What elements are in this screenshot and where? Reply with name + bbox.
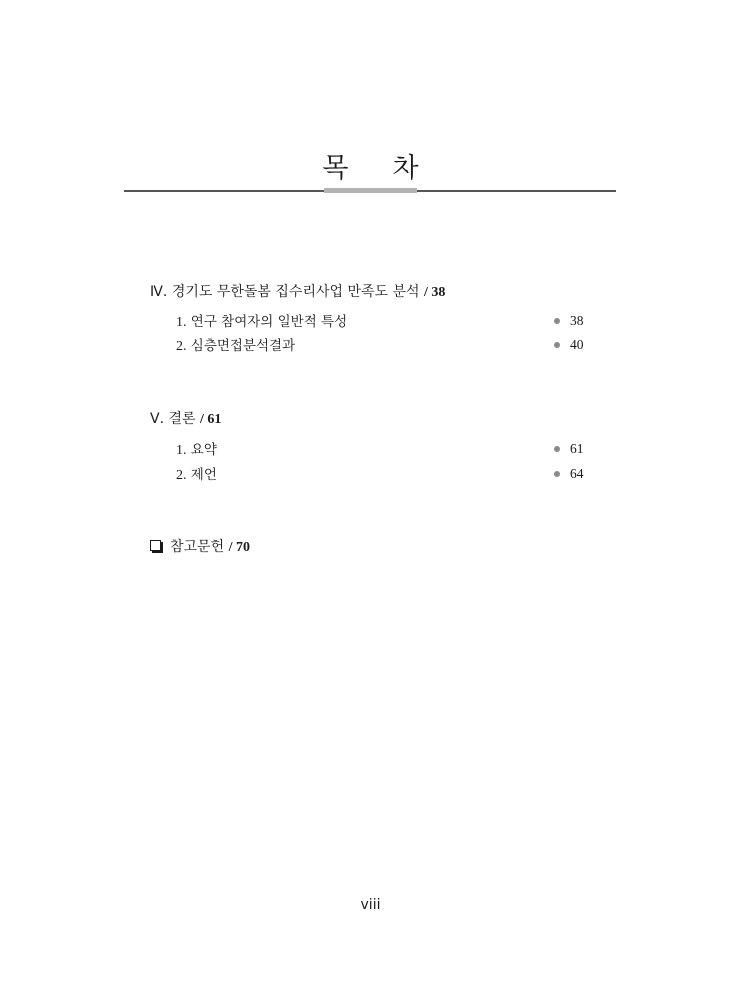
bullet-dot-icon [554, 318, 560, 324]
title-char-1: 목 [322, 153, 349, 184]
item-number: 2. [176, 339, 187, 354]
section-page: / 61 [200, 412, 222, 427]
toc-item-4-2[interactable] [176, 334, 582, 355]
item-page: 64 [570, 465, 584, 481]
item-number: 1. [176, 315, 187, 330]
checkbox-square-icon [150, 540, 161, 551]
section-heading: 경기도 무한돌봄 집수리사업 만족도 분석 [171, 284, 420, 300]
item-number: 2. [176, 468, 187, 483]
item-label: 연구 참여자의 일반적 특성 [190, 314, 348, 330]
bullet-dot-icon [554, 471, 560, 477]
toc-item-4-1[interactable] [176, 310, 582, 331]
section-number: Ⅴ. [150, 411, 165, 427]
page-number: viii [360, 897, 381, 913]
item-label: 요약 [190, 442, 217, 458]
toc-item-5-1[interactable] [176, 438, 582, 459]
item-page: 38 [570, 312, 584, 328]
references-page: / 70 [228, 540, 250, 555]
references-heading: 참고문헌 [170, 539, 225, 555]
title-rule-accent [324, 188, 417, 193]
section-number: Ⅳ. [150, 284, 168, 300]
toc-item-5-2[interactable] [176, 463, 582, 484]
page-title [0, 146, 741, 185]
item-number: 1. [176, 443, 187, 458]
bullet-dot-icon [554, 342, 560, 348]
toc-section-5[interactable] [150, 408, 221, 428]
item-label: 심층면접분석결과 [190, 338, 296, 354]
section-page: / 38 [424, 285, 446, 300]
item-page: 61 [570, 440, 584, 456]
toc-section-4[interactable] [150, 281, 445, 301]
section-heading: 결론 [168, 411, 196, 427]
item-label: 제언 [190, 467, 217, 483]
item-page: 40 [570, 336, 584, 352]
title-char-2: 차 [392, 153, 419, 184]
toc-references[interactable] [150, 536, 250, 556]
bullet-dot-icon [554, 446, 560, 452]
